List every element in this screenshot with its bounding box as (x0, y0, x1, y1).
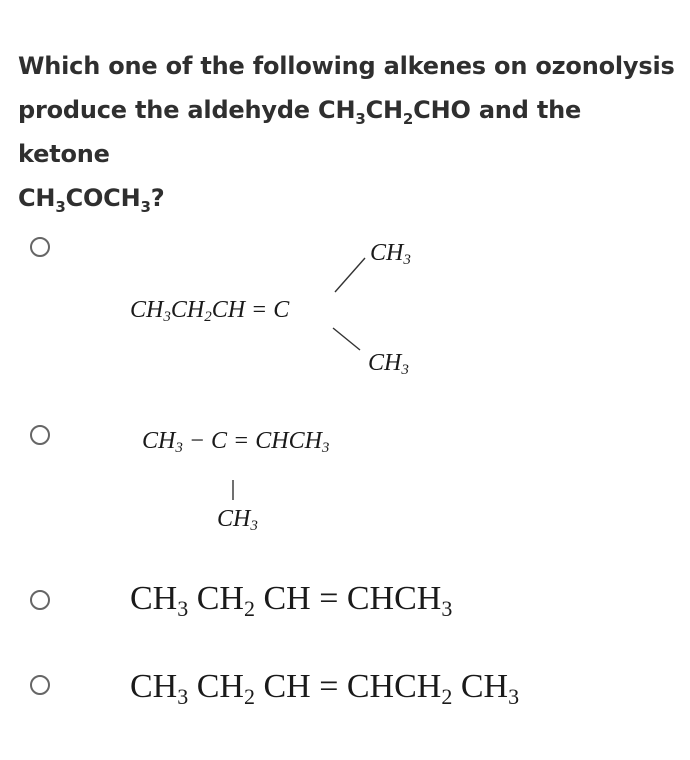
option-4-formula[interactable]: $CH_3$ $CH_2$ CH = $CHCH_2$ $CH_3$ (130, 668, 520, 709)
option-2-main-chain: $CH_3 - C$ = $CHCH_3$ (142, 428, 330, 456)
question-text-part: ? (150, 184, 165, 212)
question-text-part: COCH (65, 184, 141, 212)
subscript: 2 (402, 110, 414, 128)
question-text-part: produce the aldehyde CH (18, 96, 356, 124)
option-1-main-chain: $CH_3CH_2CH = C$ (130, 297, 290, 325)
question-text-part: CH (18, 184, 56, 212)
question-line-1: Which one of the following alkenes on ozonolysis (18, 52, 675, 80)
option-3-radio[interactable] (30, 590, 50, 610)
option-1-lower-methyl: $CH_3$ (368, 350, 409, 378)
option-4-radio[interactable] (30, 675, 50, 695)
question-text-part: CH (365, 96, 403, 124)
option-1-upper-methyl: $CH_3$ (370, 240, 411, 268)
question-text-part: CHO and the ketone (18, 96, 582, 168)
option-2-branch-methyl: $CH_3$ (217, 506, 258, 534)
subscript: 3 (355, 110, 366, 128)
option-3-formula[interactable]: $CH_3$ $CH_2$ CH = $CHCH_3$ (130, 580, 453, 621)
subscript: 3 (140, 198, 151, 216)
subscript: 3 (55, 198, 66, 216)
